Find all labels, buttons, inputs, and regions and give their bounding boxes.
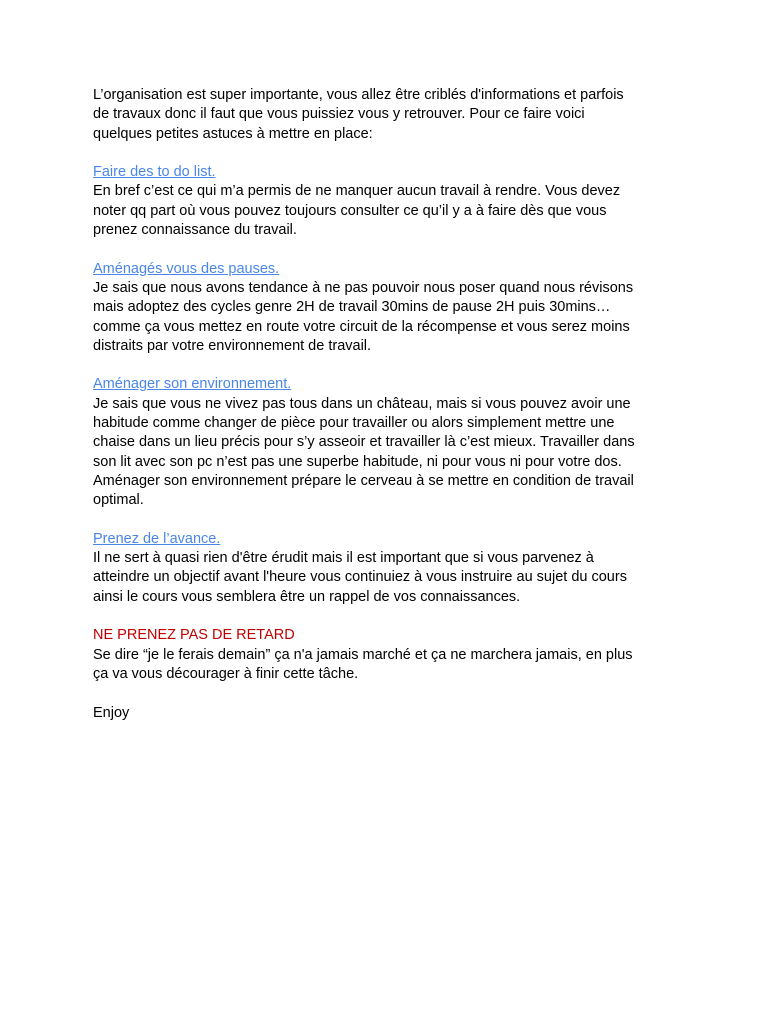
tip-section-pauses — [93, 260, 713, 356]
tip-body-environment: Je sais que vous ne vivez pas tous dans un château, mais si vous pouvez avoir une habitude comme changer de pièce pour travailler ou alors simplement mettre une chaise dans un lieu précis pour s’y asseoir et travailler là c’est mieux. Travailler dans son lit avec son pc n’est pas une superbe habitude, ni pour vous ni pour votre dos. Aménager son environnement prépare le cerveau à se mettre en condition de travail optimal. — [93, 395, 635, 509]
closing-text: Enjoy — [93, 704, 130, 721]
tip-section-todo — [93, 163, 713, 240]
tip-heading-environment-link[interactable]: Aménager son environnement. — [93, 376, 292, 393]
warning-body: Se dire “je le ferais demain” ça n'a jamais marché et ça ne marchera jamais, en plus ça va vous décourager à finir cette tâche. — [93, 646, 633, 682]
tip-body-todo: En bref c’est ce qui m’a permis de ne manquer aucun travail à rendre. Vous devez noter qq part où vous pouvez toujours consulter ce qu’il y a à faire dès que vous prenez connaissance du travail. — [93, 183, 621, 239]
warning-heading: NE PRENEZ PAS DE RETARD — [93, 627, 295, 644]
tip-heading-pauses-link[interactable]: Aménagés vous des pauses. — [93, 260, 280, 277]
document-page — [93, 86, 713, 742]
intro-paragraph: L’organisation est super importante, vous allez être criblés d'informations et parfois de travaux donc il faut que vous puissiez vous y retrouver. Pour ce faire voici quelques petites astuces à mettre en place: — [93, 87, 624, 142]
tip-body-pauses: Je sais que nous avons tendance à ne pas pouvoir nous poser quand nous révisons mais adoptez des cycles genre 2H de travail 30mins de pause 2H puis 30mins… comme ça vous mettez en route votre circuit de la récompense et vous serez moins distraits par votre environnement de travail. — [93, 279, 634, 354]
tip-body-advance: Il ne sert à quasi rien d'être érudit mais il est important que si vous parvenez à atteindre un objectif avant l'heure vous continuiez à vous instruire au sujet du cours ainsi le cours vous semblera être un rappel de vos connaissances. — [93, 550, 627, 605]
warning-section — [93, 626, 713, 684]
tip-section-environment — [93, 375, 713, 510]
tip-heading-advance-link[interactable]: Prenez de l’avance. — [93, 530, 221, 547]
tip-section-advance — [93, 530, 713, 607]
tip-heading-todo-link[interactable]: Faire des to do list. — [93, 164, 216, 181]
